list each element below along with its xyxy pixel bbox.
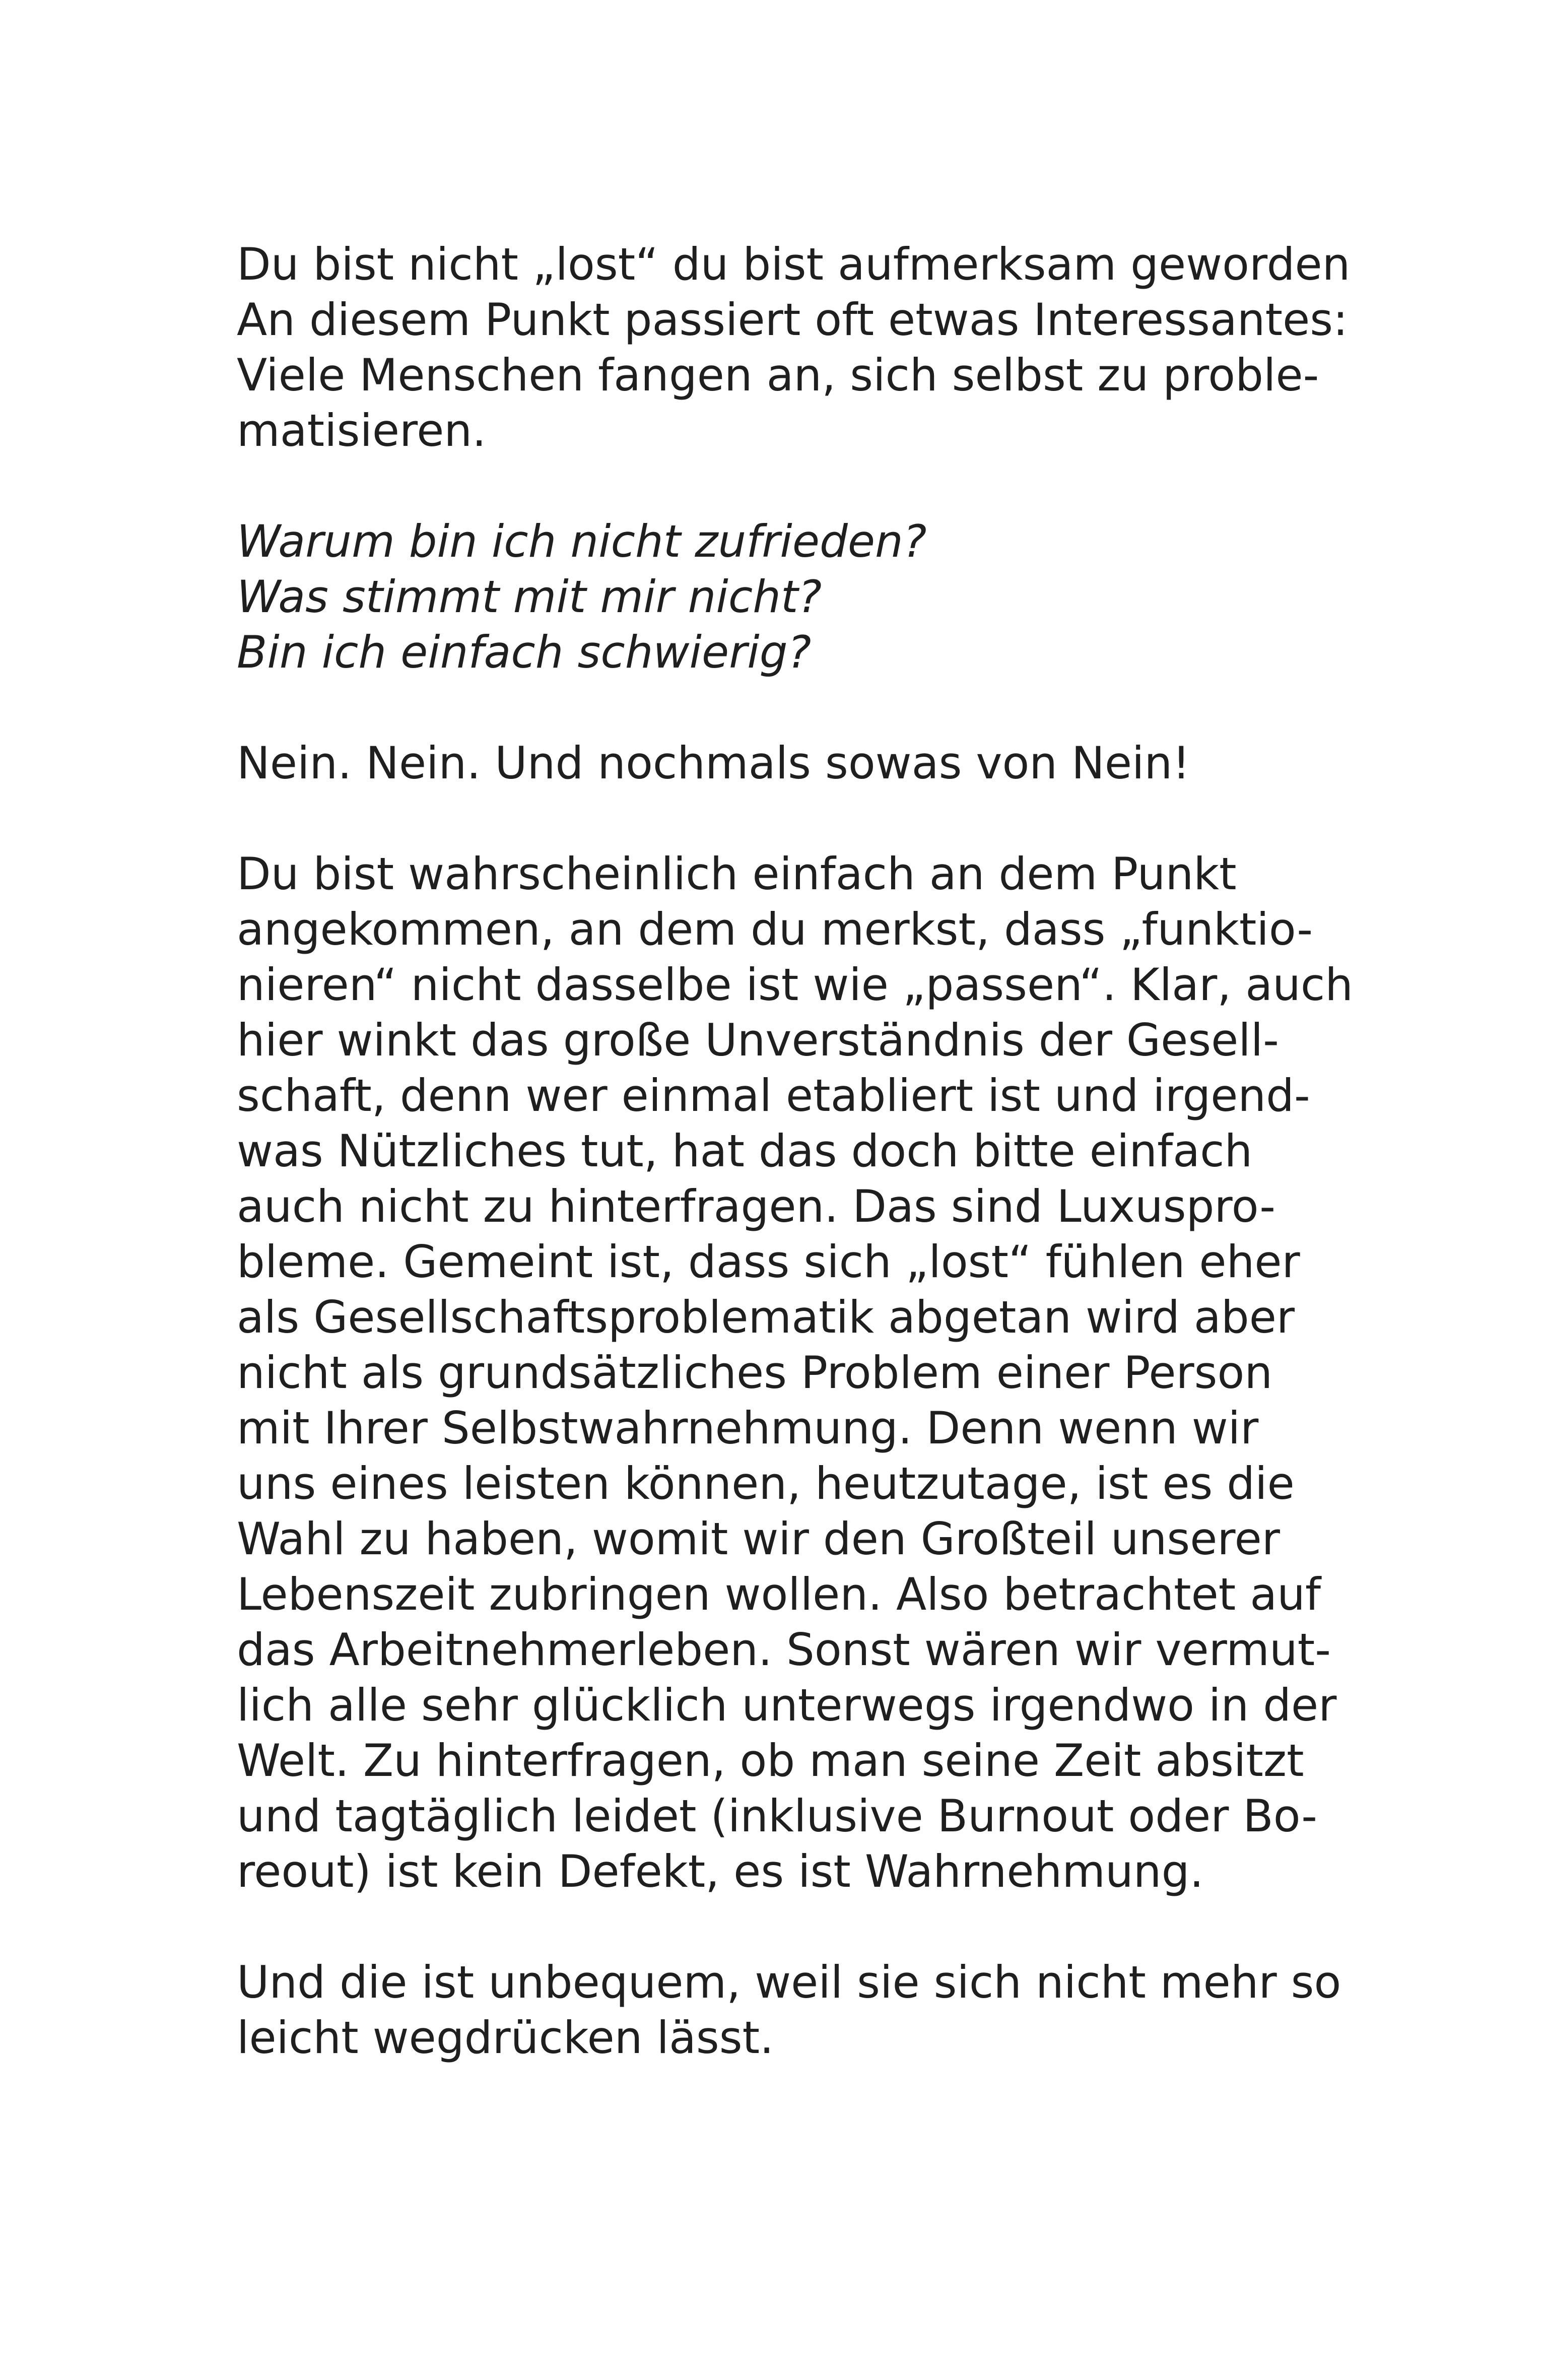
questions-block — [237, 514, 1325, 680]
text-line: Wahl zu haben, womit wir den Großteil unserer — [237, 1513, 1280, 1565]
paragraph-spacer — [237, 680, 1325, 736]
text-line: als Gesellschaftsproblematik abgetan wird aber — [237, 1291, 1295, 1343]
text-line: matisieren. — [237, 405, 487, 456]
text-line: Du bist nicht „lost“ du bist aufmerksam geworden — [237, 238, 1351, 290]
paragraph-intro — [237, 237, 1351, 458]
text-line: nicht als grundsätzliches Problem einer Person — [237, 1347, 1273, 1399]
text-line: das Arbeitnehmerleben. Sonst wären wir vermut- — [237, 1624, 1331, 1676]
question-line: Warum bin ich nicht zufrieden? — [237, 515, 927, 567]
paragraph-main — [237, 846, 1354, 1899]
text-line: bleme. Gemeint ist, dass sich „lost“ fühlen eher — [237, 1236, 1300, 1288]
text-line: Du bist wahrscheinlich einfach an dem Punkt — [237, 848, 1237, 900]
body-text — [237, 237, 1354, 2066]
text-line: was Nützliches tut, hat das doch bitte einfach — [237, 1125, 1253, 1177]
text-line: Lebenszeit zubringen wollen. Also betrachtet auf — [237, 1568, 1321, 1620]
text-line: nieren“ nicht dasselbe ist wie „passen“. Klar, auch — [237, 959, 1354, 1011]
question-line: Was stimmt mit mir nicht? — [237, 571, 822, 623]
text-line: reout) ist kein Defekt, es ist Wahrnehmung. — [237, 1845, 1204, 1897]
paragraph-spacer — [237, 458, 1325, 514]
text-line: Welt. Zu hinterfragen, ob man seine Zeit absitzt — [237, 1735, 1304, 1787]
paragraph-closing — [237, 1955, 1341, 2066]
answer-block — [237, 736, 1325, 791]
text-line: uns eines leisten können, heutzutage, ist es die — [237, 1458, 1295, 1509]
text-line: mit Ihrer Selbstwahrnehmung. Denn wenn wir — [237, 1402, 1259, 1454]
text-line: schaft, denn wer einmal etabliert ist und irgend- — [237, 1070, 1310, 1121]
text-line: angekommen, an dem du merkst, dass „funktio- — [237, 903, 1313, 955]
text-line: lich alle sehr glücklich unterwegs irgendwo in der — [237, 1679, 1337, 1731]
question-line: Bin ich einfach schwierig? — [237, 626, 812, 678]
text-line: An diesem Punkt passiert oft etwas Interessantes: — [237, 294, 1348, 346]
text-line: und tagtäglich leidet (inklusive Burnout oder Bo- — [237, 1790, 1317, 1842]
text-line: Und die ist unbequem, weil sie sich nicht mehr so — [237, 1956, 1341, 2008]
paragraph-spacer — [237, 1899, 1325, 1955]
text-line: hier winkt das große Unverständnis der Gesell- — [237, 1014, 1279, 1066]
text-line: Viele Menschen fangen an, sich selbst zu proble- — [237, 349, 1319, 401]
text-line: auch nicht zu hinterfragen. Das sind Luxuspro- — [237, 1180, 1275, 1232]
text-line: leicht wegdrücken lässt. — [237, 2012, 774, 2064]
paragraph-spacer — [237, 791, 1325, 846]
answer-line: Nein. Nein. Und nochmals sowas von Nein! — [237, 737, 1190, 789]
